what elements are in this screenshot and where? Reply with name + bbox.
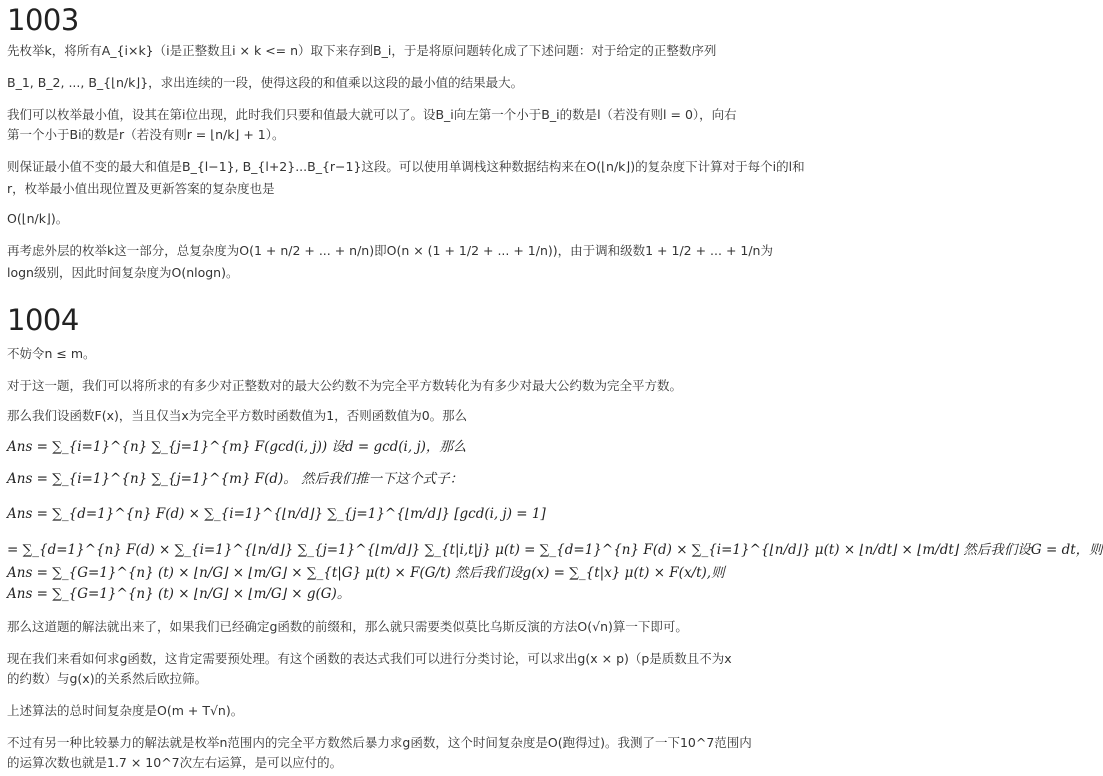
- paragraph-line: 那么我们设函数F(x)，当且仅当x为完全平方数时函数值为1，否则函数值为0。那么: [7, 408, 468, 423]
- paragraph-line: 第一个小于Bi的数是r（若没有则r = ⌊n/k⌋ + 1）。: [7, 127, 285, 142]
- paragraph-line: r，枚举最小值出现位置及更新答案的复杂度也是: [7, 181, 275, 196]
- equation-line: = ∑_{d=1}^{n} F(d) × ∑_{i=1}^{⌊n/d⌋} ∑_{j=1}^{⌊m/d⌋} ∑_{t|i,t|j} μ(t) = ∑_{d=1}^{n} F(d) × ∑_{i=1}^{⌊n/d⌋} μ(t) × ⌊n/dt⌋ × ⌊m/dt⌋ 然后我们设G = dt，则: [7, 542, 1103, 558]
- paragraph-line: logn级别，因此时间复杂度为O(nlogn)。: [7, 265, 239, 280]
- paragraph-line: 我们可以枚举最小值，设其在第i位出现，此时我们只要和值最大就可以了。设B_i向左第一个小于B_i的数是l（若没有则l = 0），向右: [7, 107, 737, 122]
- paragraph-line: 现在我们来看如何求g函数，这肯定需要预处理。有这个函数的表达式我们可以进行分类讨论，可以求出g(x × p)（p是质数且不为x: [7, 651, 732, 666]
- paragraph-line: 不过有另一种比较暴力的解法就是枚举n范围内的完全平方数然后暴力求g函数，这个时间复杂度是O(跑得过)。我测了一下10^7范围内: [7, 735, 752, 750]
- equation-line: Ans = ∑_{G=1}^{n} (t) × ⌊n/G⌋ × ⌊m/G⌋ × g(G)。: [7, 586, 351, 602]
- paragraph-line: 上述算法的总时间复杂度是O(m + T√n)。: [7, 703, 244, 718]
- paragraph-line: 的约数）与g(x)的关系然后欧拉筛。: [7, 671, 208, 686]
- paragraph-line: 那么这道题的解法就出来了，如果我们已经确定g函数的前缀和，那么就只需要类似莫比乌斯反演的方法O(√n)算一下即可。: [7, 619, 688, 634]
- equation-line: Ans = ∑_{i=1}^{n} ∑_{j=1}^{m} F(gcd(i, j)) 设d = gcd(i, j)，那么: [7, 439, 467, 455]
- paragraph-line: 先枚举k，将所有A_{i×k}（i是正整数且i × k <= n）取下来存到B_i，于是将原问题转化成了下述问题：对于给定的正整数序列: [7, 43, 717, 58]
- section-heading-1003: 1003: [7, 3, 79, 37]
- equation-line: Ans = ∑_{G=1}^{n} (t) × ⌊n/G⌋ × ⌊m/G⌋ × ∑_{t|G} μ(t) × F(G/t) 然后我们设g(x) = ∑_{t|x} μ(t) × F(x/t),则: [7, 565, 725, 581]
- paragraph-line: 对于这一题，我们可以将所求的有多少对正整数对的最大公约数不为完全平方数转化为有多少对最大公约数为完全平方数。: [7, 378, 683, 393]
- paragraph-line: 的运算次数也就是1.7 × 10^7次左右运算，是可以应付的。: [7, 755, 343, 770]
- equation-line: Ans = ∑_{d=1}^{n} F(d) × ∑_{i=1}^{⌊n/d⌋} ∑_{j=1}^{⌊m/d⌋} [gcd(i, j) = 1]: [7, 506, 546, 522]
- equation-line: Ans = ∑_{i=1}^{n} ∑_{j=1}^{m} F(d)。 然后我们推一下这个式子：: [7, 471, 464, 487]
- paragraph-line: 不妨令n ≤ m。: [7, 346, 96, 361]
- paragraph-line: 则保证最小值不变的最大和值是B_{l−1}, B_{l+2}...B_{r−1}这段。可以使用单调栈这种数据结构来在O(⌊n/k⌋)的复杂度下计算对于每个i的l和: [7, 159, 805, 174]
- section-heading-1004: 1004: [7, 303, 79, 337]
- paragraph-line: 再考虑外层的枚举k这一部分，总复杂度为O(1 + n/2 + ... + n/n)即O(n × (1 + 1/2 + ... + 1/n))，由于调和级数1 + 1/2 + ... + 1/n为: [7, 243, 773, 258]
- paragraph-line: B_1, B_2, ..., B_{⌊n/k⌋}，求出连续的一段，使得这段的和值乘以这段的最小值的结果最大。: [7, 75, 524, 90]
- paragraph-line: O(⌊n/k⌋)。: [7, 211, 69, 226]
